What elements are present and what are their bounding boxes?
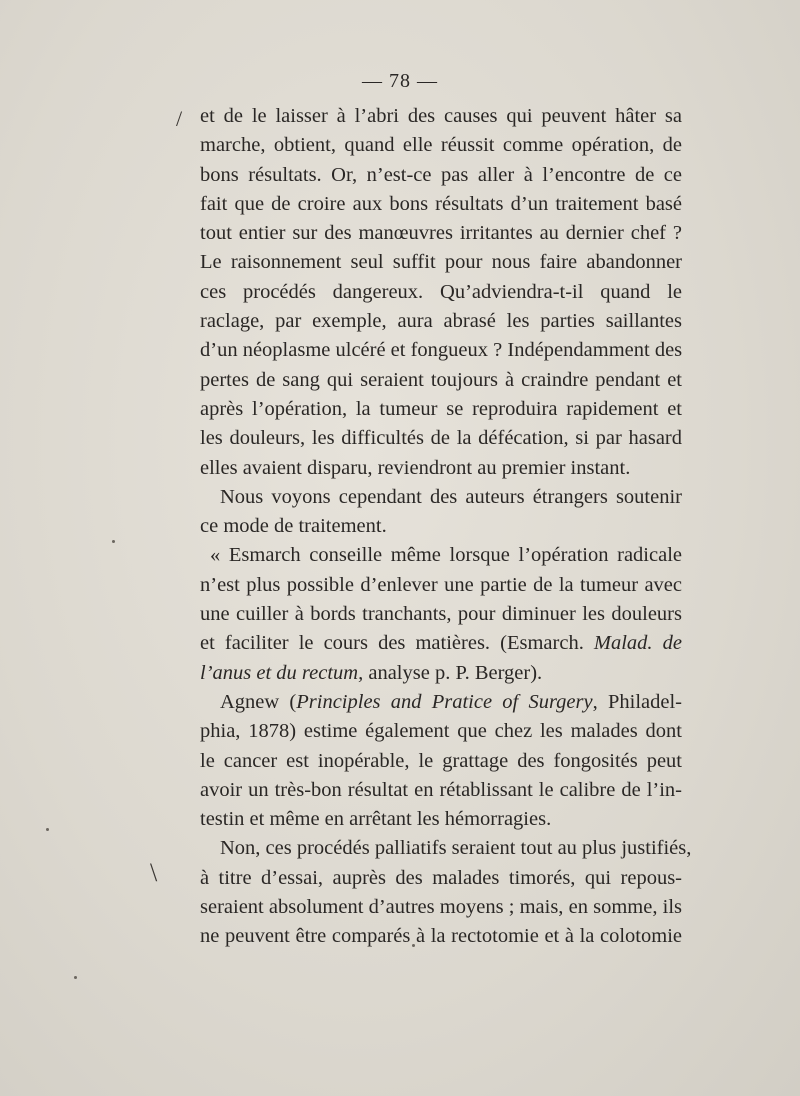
text-line: phia, 1878) estime également que chez les malades dont xyxy=(200,720,682,743)
margin-mark-bottom: \ xyxy=(150,858,158,887)
book-title-italic: l’anus et du rectum, xyxy=(200,661,364,684)
text-line-mixed xyxy=(200,688,682,717)
text-run: analyse p. P. Berger). xyxy=(363,661,543,684)
text-line: fait que de croire aux bons résultats d’un traitement basé xyxy=(200,192,682,215)
ink-speck xyxy=(112,540,115,543)
text-line: après l’opération, la tumeur se reproduira rapidement et xyxy=(200,397,682,420)
text-line: n’est plus possible d’enlever une partie de la tumeur avec xyxy=(200,573,682,596)
book-title-italic: Malad. de xyxy=(593,632,682,655)
text-line: raclage, par exemple, aura abrasé les parties saillantes xyxy=(200,310,682,333)
text-line: pertes de sang qui seraient toujours à craindre pendant et xyxy=(200,368,682,391)
ink-speck xyxy=(74,976,77,979)
text-line: Non, ces procédés palliatifs seraient tout au plus justifiés, xyxy=(220,837,692,860)
text-line: ces procédés dangereux. Qu’adviendra-t-il quand le xyxy=(200,280,682,303)
text-run: Agnew ( xyxy=(220,690,297,713)
text-line: bons résultats. Or, n’est-ce pas aller à l’encontre de ce xyxy=(200,163,682,186)
text-line: seraient absolument d’autres moyens ; mais, en somme, ils xyxy=(200,896,682,919)
text-line: Nous voyons cependant des auteurs étrangers soutenir xyxy=(220,485,682,508)
book-title-italic: Principles and Pratice of Surgery xyxy=(296,690,593,713)
margin-mark-top: / xyxy=(176,106,183,131)
text-line: testin et même en arrêtant les hémorragies. xyxy=(200,808,552,831)
text-line-mixed xyxy=(200,629,682,658)
text-line: avoir un très-bon résultat en rétablissant le calibre de l’in- xyxy=(200,778,682,801)
text-line: une cuiller à bords tranchants, pour diminuer les douleurs xyxy=(200,603,682,626)
text-line: le cancer est inopérable, le grattage des fongosités peut xyxy=(200,749,682,772)
text-run: et faciliter le cours des matières. (Esmarch. xyxy=(200,632,594,655)
text-line: tout entier sur des manœuvres irritantes au dernier chef ? xyxy=(200,222,682,245)
body-text xyxy=(200,102,692,952)
text-line: Le raisonnement seul suffit pour nous faire abandonner xyxy=(200,251,682,274)
text-line: « Esmarch conseille même lorsque l’opération radicale xyxy=(210,544,682,567)
text-line: d’un néoplasme ulcéré et fongueux ? Indépendamment des xyxy=(200,339,683,362)
text-line: ne peuvent être comparés à la rectotomie et à la colotomie xyxy=(200,925,682,948)
text-line: marche, obtient, quand elle réussit comme opération, de xyxy=(200,134,682,157)
text-line-mixed xyxy=(200,659,682,688)
text-line: ce mode de traitement. xyxy=(200,515,387,538)
text-line: à titre d’essai, auprès des malades timorés, qui repous- xyxy=(200,866,682,889)
text-line: elles avaient disparu, reviendront au premier instant. xyxy=(200,456,631,479)
text-line: et de le laisser à l’abri des causes qui peuvent hâter sa xyxy=(200,105,682,127)
text-line: les douleurs, les difficultés de la défécation, si par hasard xyxy=(200,427,682,450)
ink-speck xyxy=(46,828,49,831)
text-run: , Philadel- xyxy=(592,690,682,713)
page-number: — 78 — xyxy=(362,70,438,92)
